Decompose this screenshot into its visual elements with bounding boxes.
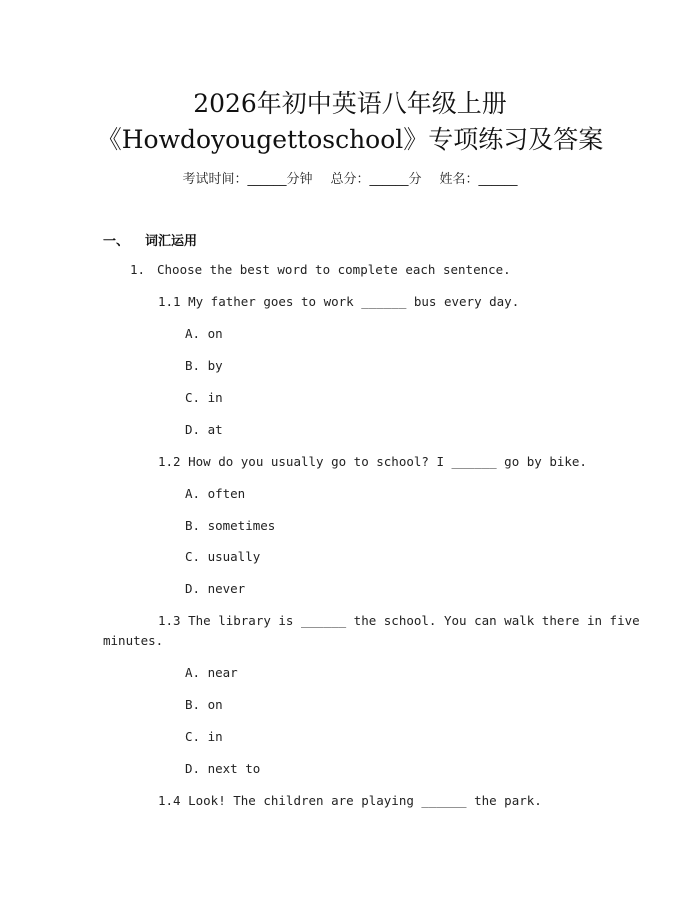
exam-info: [0, 168, 700, 187]
option-1-1-b: B. by: [185, 358, 223, 373]
exam-time: 考试时间：______分钟: [182, 172, 313, 187]
option-1-3-b: B. on: [185, 697, 223, 712]
question-1-2: 1.2 How do you usually go to school? I ______ go by bike.: [158, 454, 587, 469]
question-1-3-continuation: minutes.: [103, 633, 164, 648]
document-title-line-2: 《Howdoyougettoschool》专项练习及答案: [96, 125, 604, 154]
option-1-1-a: A. on: [185, 326, 223, 341]
option-1-1-c: C. in: [185, 390, 223, 405]
document-title-line-1: 2026年初中英语八年级上册: [193, 89, 507, 118]
exam-student-name: 姓名：______: [439, 172, 518, 187]
option-1-3-a: A. near: [185, 665, 238, 680]
option-1-1-d: D. at: [185, 422, 223, 437]
section-number: 一、: [103, 234, 130, 249]
question-1-3: 1.3 The library is ______ the school. You can walk there in five: [158, 613, 640, 628]
option-1-3-c: C. in: [185, 729, 223, 744]
option-1-2-b: B. sometimes: [185, 518, 276, 533]
section-heading: [103, 230, 197, 249]
section-title: 词汇运用: [145, 234, 198, 249]
option-1-2-d: D. never: [185, 581, 246, 596]
instruction-number: 1.: [130, 262, 146, 277]
instruction-text: Choose the best word to complete each sentence.: [157, 262, 511, 277]
instruction: [130, 262, 511, 277]
option-1-2-a: A. often: [185, 486, 246, 501]
question-1-1: 1.1 My father goes to work ______ bus every day.: [158, 294, 520, 309]
exam-total-score: 总分：______分: [330, 172, 422, 187]
option-1-3-d: D. next to: [185, 761, 261, 776]
question-1-4: 1.4 Look! The children are playing ______ the park.: [158, 793, 542, 808]
option-1-2-c: C. usually: [185, 549, 261, 564]
